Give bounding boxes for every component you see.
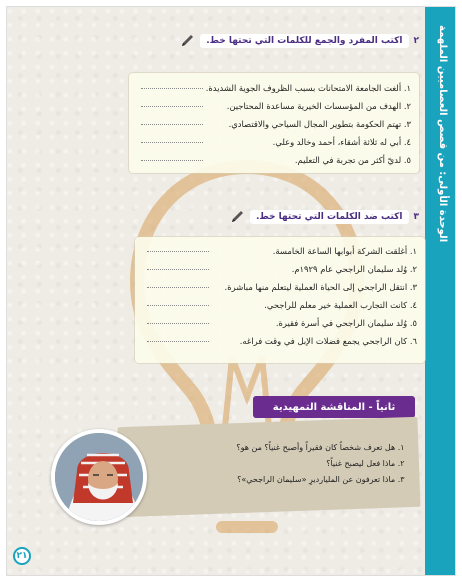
list-item: ١. أغلقت الشركة أبوابها الساعة الخامسة. xyxy=(141,242,417,260)
answer-line[interactable] xyxy=(147,269,209,270)
answer-line[interactable] xyxy=(141,160,203,161)
exercise-title: اكتب المفرد والجمع للكلمات التي تحتها خط. xyxy=(200,34,408,48)
textbook-page xyxy=(6,6,456,576)
exercise-number: ٢ xyxy=(413,36,419,46)
section-tab-preliminary-discussion: ثانياً - المناقشة التمهيدية xyxy=(253,396,415,418)
answer-line[interactable] xyxy=(141,106,203,107)
list-item: ٣. انتقل الراجحي إلى الحياة العملية ليتعلم منها مباشرة. xyxy=(141,278,417,296)
side-strip xyxy=(425,7,455,575)
list-item: ١. هل تعرف شخصاً كان فقيراً وأصبح غنياً؟ من هو؟ xyxy=(236,443,405,453)
answer-line[interactable] xyxy=(147,323,209,324)
pencil-icon xyxy=(179,33,195,49)
exercise-title: اكتب ضد الكلمات التي تحتها خط. xyxy=(250,210,409,224)
list-item: ٢. الهدف من المؤسسات الخيرية مساعدة المحتاجين. xyxy=(135,97,411,115)
exercise-heading-3 xyxy=(229,207,419,227)
list-item: ٢. وُلد سليمان الراجحي عام ١٩٢٩م. xyxy=(141,260,417,278)
question-list xyxy=(119,422,419,488)
exercise-card-singular-plural xyxy=(129,73,419,173)
answer-line[interactable] xyxy=(141,142,203,143)
list-item: ١. ألغت الجامعة الامتحانات بسبب الظروف الجوية الشديدة. xyxy=(135,79,411,97)
answer-line[interactable] xyxy=(147,251,209,252)
exercise-list xyxy=(141,242,417,350)
list-item: ٥. لديّ أكثر من تجربة في التعليم. xyxy=(135,151,411,169)
exercise-heading-2 xyxy=(179,31,419,51)
exercise-card-antonyms xyxy=(135,237,425,363)
list-item: ٣. تهتم الحكومة بتطوير المجال السياحي والاقتصادي. xyxy=(135,115,411,133)
exercise-number: ٣ xyxy=(413,212,419,222)
answer-line[interactable] xyxy=(141,124,203,125)
portrait-photo xyxy=(51,429,147,525)
exercise-list xyxy=(135,79,411,169)
answer-line[interactable] xyxy=(147,287,209,288)
answer-line[interactable] xyxy=(147,341,209,342)
list-item: ٤. أبي له ثلاثة أشقاء، أحمد وخالد وعلي. xyxy=(135,133,411,151)
discussion-questions xyxy=(118,417,421,517)
list-item: ٢. ماذا فعل ليصبح غنياً؟ xyxy=(326,459,405,469)
page-number: ٢١ xyxy=(13,547,31,565)
list-item: ٣. ماذا تعرفون عن المليارديرِ «سليمان الراجحي»؟ xyxy=(237,475,405,485)
list-item: ٤. كانت التجارب العملية خير معلم للراجحي. xyxy=(141,296,417,314)
answer-line[interactable] xyxy=(141,88,203,89)
unit-title: الوحدة الأولى: من قصص العصاميين الملهمة xyxy=(437,25,448,243)
pencil-icon xyxy=(229,209,245,225)
list-item: ٦. كان الراجحي يجمع فضلات الإبل في وقت فراغه. xyxy=(141,332,417,350)
answer-line[interactable] xyxy=(147,305,209,306)
list-item: ٥. وُلد سليمان الراجحي في أسرة فقيرة. xyxy=(141,314,417,332)
